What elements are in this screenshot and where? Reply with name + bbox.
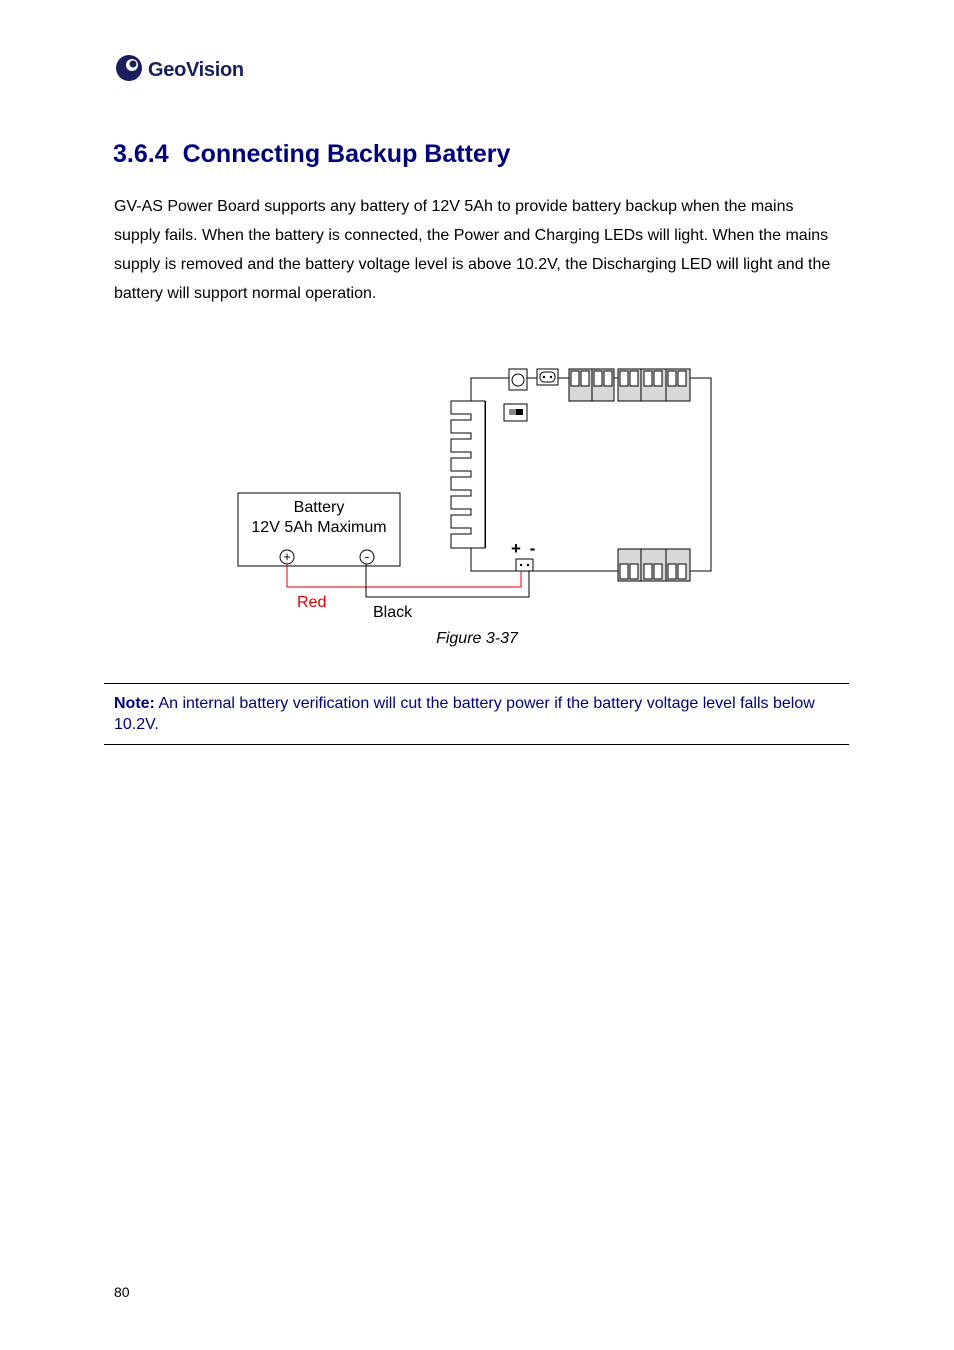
board-bottom-terminals xyxy=(618,549,690,581)
geovision-logo xyxy=(115,50,265,90)
black-wire-label: Black xyxy=(373,604,413,621)
red-wire xyxy=(287,564,521,587)
note-label: Note: xyxy=(114,695,155,712)
board-heatsink xyxy=(451,401,486,548)
board-terminal-label: + - xyxy=(511,539,538,558)
note-text: An internal battery verification will cut the battery power if the battery voltage level falls below 10.2V. xyxy=(114,695,815,733)
battery-spec: 12V 5Ah Maximum xyxy=(251,519,387,536)
battery-plus-symbol: + xyxy=(283,549,291,564)
note-box xyxy=(104,683,849,745)
section-number: 3.6.4 xyxy=(113,140,169,168)
figure-caption: Figure 3-37 xyxy=(436,630,518,647)
battery-minus-symbol: - xyxy=(364,548,370,564)
page-number: 80 xyxy=(114,1284,130,1300)
logo-text: GeoVision xyxy=(148,59,244,81)
wiring-diagram xyxy=(0,360,954,630)
logo-icon xyxy=(115,52,147,84)
section-heading xyxy=(113,140,510,169)
red-wire-label: Red xyxy=(297,594,327,611)
battery-title: Battery xyxy=(293,499,345,516)
body-paragraph: GV-AS Power Board supports any battery of 12V 5Ah to provide battery backup when the mains supply fails. When the battery is connected, the Power and Charging LEDs will light. When the mains supply is removed and the battery voltage level is above 10.2V, the Discharging LED will light and the battery will support normal operation. xyxy=(114,198,831,302)
section-title: Connecting Backup Battery xyxy=(182,140,511,168)
battery-wiring-figure xyxy=(0,360,954,630)
board-top-terminals xyxy=(569,369,690,401)
black-wire xyxy=(366,564,529,597)
board-battery-connector xyxy=(516,559,533,571)
